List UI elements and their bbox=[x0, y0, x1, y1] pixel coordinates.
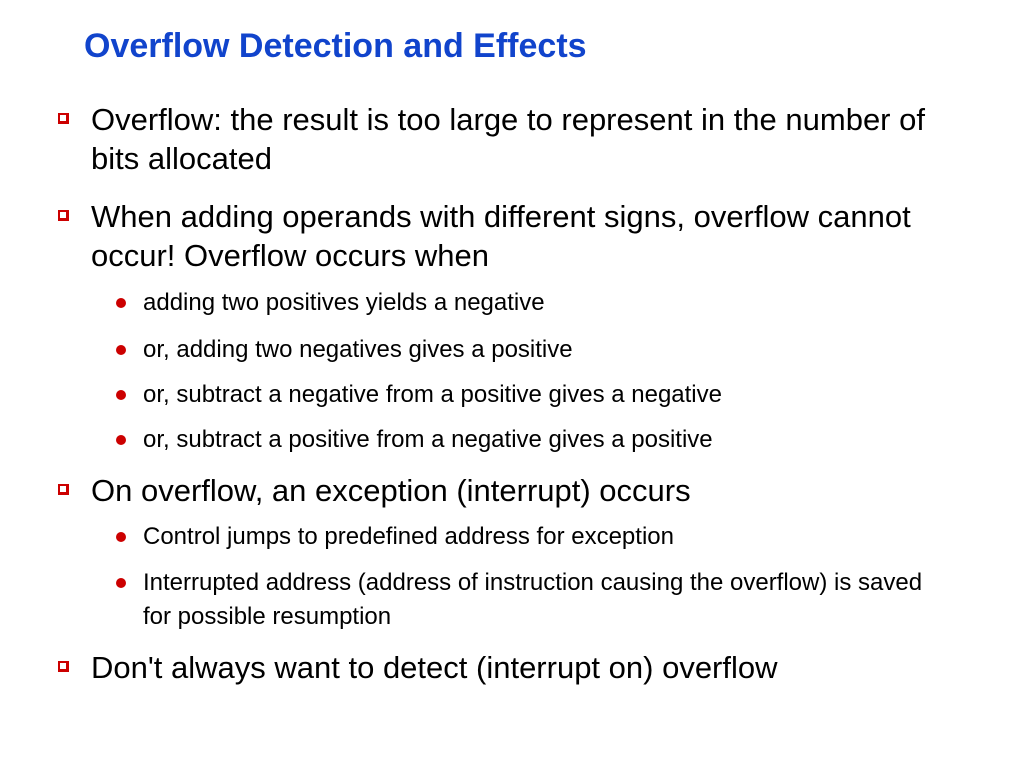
sub-bullet-item bbox=[114, 286, 944, 320]
round-bullet-icon bbox=[116, 390, 126, 400]
sub-bullet-item bbox=[114, 333, 944, 367]
sub-bullet-item bbox=[114, 520, 944, 554]
sub-bullet-text: Interrupted address (address of instruction causing the overflow) is saved for possible resumption bbox=[143, 569, 923, 630]
square-bullet-icon bbox=[58, 113, 69, 124]
round-bullet-icon bbox=[116, 532, 126, 542]
round-bullet-icon bbox=[116, 298, 126, 308]
bullet-text: Overflow: the result is too large to represent in the number of bits allocated bbox=[91, 102, 925, 176]
sub-bullet-text: adding two positives yields a negative bbox=[143, 289, 545, 316]
round-bullet-icon bbox=[116, 345, 126, 355]
bullet-item bbox=[56, 197, 976, 275]
sub-bullet-text: or, subtract a positive from a negative gives a positive bbox=[143, 426, 713, 453]
sub-bullet-text: or, subtract a negative from a positive gives a negative bbox=[143, 381, 722, 408]
sub-bullet-text: Control jumps to predefined address for exception bbox=[143, 523, 674, 550]
bullet-text: On overflow, an exception (interrupt) occurs bbox=[91, 473, 691, 508]
slide-title: Overflow Detection and Effects bbox=[84, 27, 587, 65]
square-bullet-icon bbox=[58, 661, 69, 672]
bullet-item bbox=[56, 100, 976, 178]
sub-bullet-item bbox=[114, 566, 944, 634]
bullet-item bbox=[56, 648, 976, 687]
bullet-text: Don't always want to detect (interrupt on) overflow bbox=[91, 650, 778, 685]
bullet-text: When adding operands with different signs, overflow cannot occur! Overflow occurs when bbox=[91, 199, 911, 273]
sub-bullet-text: or, adding two negatives gives a positive bbox=[143, 336, 573, 363]
sub-bullet-item bbox=[114, 378, 944, 412]
square-bullet-icon bbox=[58, 484, 69, 495]
square-bullet-icon bbox=[58, 210, 69, 221]
round-bullet-icon bbox=[116, 578, 126, 588]
sub-bullet-item bbox=[114, 423, 944, 457]
round-bullet-icon bbox=[116, 435, 126, 445]
bullet-item bbox=[56, 471, 976, 510]
